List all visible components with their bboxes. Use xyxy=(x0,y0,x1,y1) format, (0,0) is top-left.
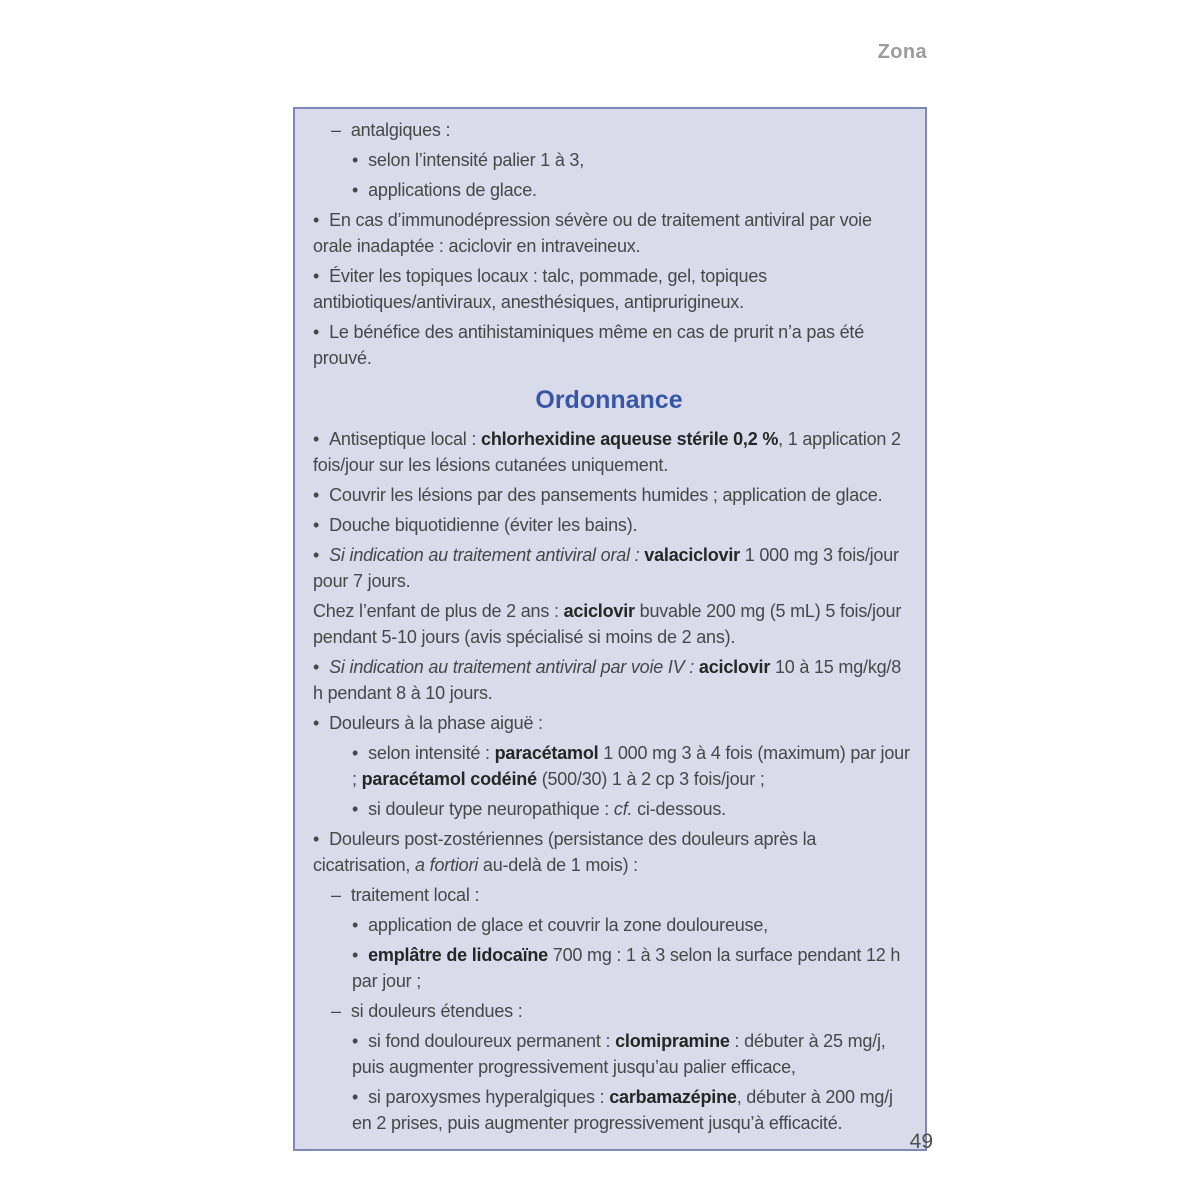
text-run: carbamazépine xyxy=(609,1087,737,1107)
text-run: 700 mg : 1 à 3 selon la surface pendant 12 h par jour ; xyxy=(352,945,901,991)
bullet-marker: • xyxy=(313,429,320,449)
text-run: Douleurs post-zostériennes (persistance des douleurs après la cicatrisation, xyxy=(313,829,817,875)
text-run: : débuter à 25 mg/j, puis augmenter progressivement jusqu’au palier efficace, xyxy=(352,1031,886,1077)
paragraph xyxy=(307,882,911,908)
text-run: Antiseptique local : xyxy=(329,429,482,449)
page-number: 49 xyxy=(909,1130,933,1153)
text-run: au-delà de 1 mois) : xyxy=(478,855,638,875)
dash-marker: – xyxy=(331,885,341,905)
bullet-marker: • xyxy=(313,515,320,535)
running-header: Zona xyxy=(877,41,927,63)
bullet-marker: • xyxy=(313,485,320,505)
text-run: , débuter à 200 mg/j en 2 prises, puis augmenter progressivement jusqu’à efficacité. xyxy=(352,1087,893,1133)
text-run: cf. xyxy=(613,799,633,819)
paragraph xyxy=(307,598,911,650)
bullet-marker: • xyxy=(313,322,320,342)
paragraph xyxy=(307,263,911,315)
text-run: En cas d’immunodépression sévère ou de traitement antiviral par voie orale inadaptée : aciclovir en intraveineux. xyxy=(313,210,872,256)
text-run: si douleur type neuropathique : xyxy=(368,799,614,819)
text-run: 1 000 mg 3 à 4 fois (maximum) par jour ; xyxy=(352,743,910,789)
dash-marker: – xyxy=(331,1001,341,1021)
text-run: Si indication au traitement antiviral oral : xyxy=(329,545,645,565)
text-run: paracétamol codéiné xyxy=(361,769,537,789)
paragraph xyxy=(307,826,911,878)
paragraph xyxy=(307,177,911,203)
paragraph xyxy=(307,912,911,938)
text-run: Le bénéfice des antihistaminiques même en cas de prurit n’a pas été prouvé. xyxy=(313,322,865,368)
paragraph xyxy=(307,319,911,371)
text-run: , 1 application 2 fois/jour sur les lésions cutanées uniquement. xyxy=(313,429,901,475)
paragraph xyxy=(307,117,911,143)
bullet-marker: • xyxy=(313,545,320,565)
text-run: selon l’intensité palier 1 à 3, xyxy=(368,150,585,170)
text-run: Éviter les topiques locaux : talc, pommade, gel, topiques antibiotiques/antiviraux, anesthésiques, antiprurigineux. xyxy=(313,266,767,312)
text-run: selon intensité : xyxy=(368,743,495,763)
bullet-marker: • xyxy=(313,266,320,286)
text-run: aciclovir xyxy=(563,601,635,621)
content-box xyxy=(293,107,927,1151)
bullet-marker: • xyxy=(352,1087,359,1107)
bullet-marker: • xyxy=(313,657,320,677)
bullet-marker: • xyxy=(313,829,320,849)
paragraph xyxy=(307,942,911,994)
text-run: clomipramine xyxy=(615,1031,730,1051)
text-run: 10 à 15 mg/kg/8 h pendant 8 à 10 jours. xyxy=(313,657,902,703)
bullet-marker: • xyxy=(352,743,359,763)
text-run: Si indication au traitement antiviral par voie IV : xyxy=(329,657,699,677)
bullet-marker: • xyxy=(352,1031,359,1051)
paragraph xyxy=(307,710,911,736)
paragraph xyxy=(307,542,911,594)
dash-marker: – xyxy=(331,120,341,140)
text-run: antalgiques : xyxy=(350,120,451,140)
paragraph xyxy=(307,482,911,508)
text-run: application de glace et couvrir la zone douloureuse, xyxy=(368,915,768,935)
text-run: buvable 200 mg (5 mL) 5 fois/jour pendant 5-10 jours (avis spécialisé si moins de 2 ans). xyxy=(313,601,902,647)
paragraph xyxy=(307,654,911,706)
text-run: ci-dessous. xyxy=(632,799,726,819)
section-heading: Ordonnance xyxy=(535,386,683,414)
bullet-marker: • xyxy=(352,915,359,935)
text-run: si paroxysmes hyperalgiques : xyxy=(368,1087,610,1107)
text-run: Douche biquotidienne (éviter les bains). xyxy=(329,515,638,535)
text-run: a fortiori xyxy=(415,855,479,875)
text-run: applications de glace. xyxy=(368,180,537,200)
text-run: emplâtre de lidocaïne xyxy=(368,945,548,965)
paragraph xyxy=(307,426,911,478)
paragraph xyxy=(307,1028,911,1080)
bullet-marker: • xyxy=(313,210,320,230)
text-run: aciclovir xyxy=(698,657,771,677)
paragraph xyxy=(307,512,911,538)
text-run: valaciclovir xyxy=(644,545,740,565)
text-run: chlorhexidine aqueuse stérile 0,2 % xyxy=(481,429,779,449)
paragraph xyxy=(307,207,911,259)
text-run: Chez l’enfant de plus de 2 ans : xyxy=(313,601,564,621)
bullet-marker: • xyxy=(352,945,359,965)
paragraph xyxy=(307,147,911,173)
text-run: paracétamol xyxy=(494,743,599,763)
text-run: (500/30) 1 à 2 cp 3 fois/jour ; xyxy=(536,769,765,789)
bullet-marker: • xyxy=(313,713,320,733)
paragraph xyxy=(307,740,911,792)
bullet-marker: • xyxy=(352,799,359,819)
paragraph xyxy=(307,998,911,1024)
text-run: traitement local : xyxy=(350,885,480,905)
paragraph xyxy=(307,1084,911,1136)
paragraph xyxy=(307,796,911,822)
bullet-marker: • xyxy=(352,180,359,200)
text-run: Couvrir les lésions par des pansements humides ; application de glace. xyxy=(329,485,883,505)
text-run: si douleurs étendues : xyxy=(350,1001,523,1021)
text-run: si fond douloureux permanent : xyxy=(368,1031,616,1051)
text-run: Douleurs à la phase aiguë : xyxy=(329,713,543,733)
text-run: 1 000 mg 3 fois/jour pour 7 jours. xyxy=(313,545,899,591)
bullet-marker: • xyxy=(352,150,359,170)
